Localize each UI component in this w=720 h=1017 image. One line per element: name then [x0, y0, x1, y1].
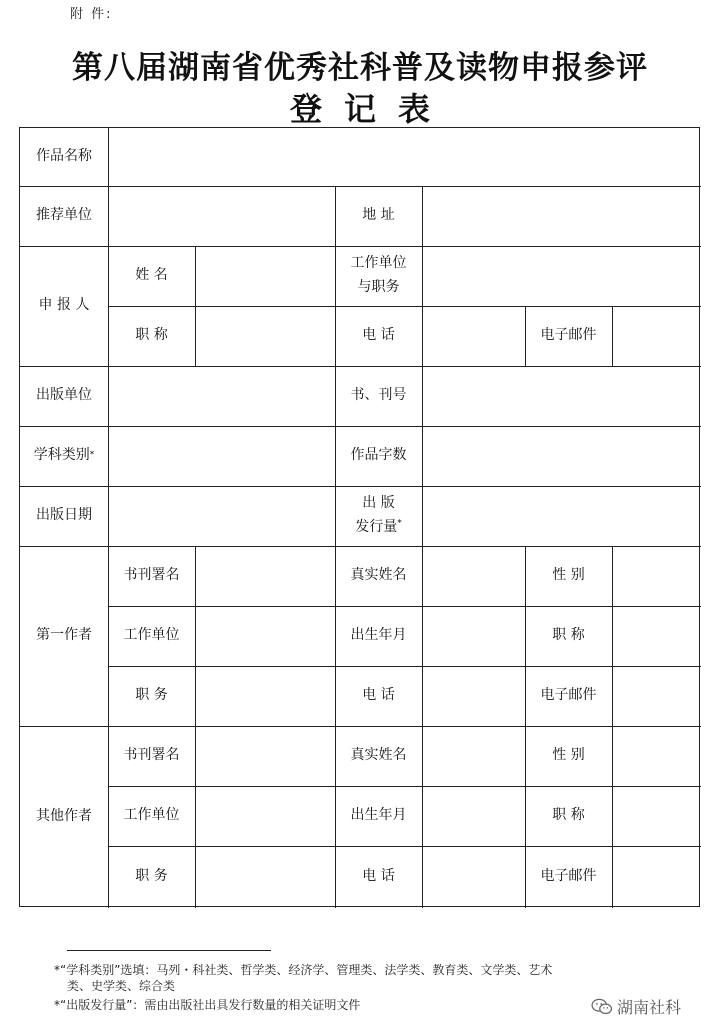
- other-author-title-label: 职 称: [552, 807, 585, 824]
- watermark-label: 湖南社科: [617, 998, 682, 1017]
- work-unit-position-label: 工作单位 与职务: [350, 255, 407, 295]
- first-author-birth-label: 出生年月: [350, 627, 407, 644]
- first-author-email-label: 电子邮件: [540, 687, 597, 704]
- book-number-label: 书、刊号: [350, 387, 407, 404]
- book-number-field[interactable]: [422, 366, 701, 426]
- other-author-gender-label: 性 别: [552, 747, 585, 764]
- work-name-label: 作品名称: [36, 148, 92, 165]
- first-author-work-unit-label: 工作单位: [123, 627, 180, 644]
- other-author-email-label: 电子邮件: [540, 868, 597, 885]
- form-subtitle: 登记表: [289, 90, 452, 128]
- publisher-label: 出版单位: [36, 387, 92, 404]
- footnote-divider: [67, 950, 271, 951]
- other-author-real-name-field[interactable]: [422, 726, 525, 786]
- work-unit-position-field[interactable]: [422, 246, 701, 306]
- registration-table: [19, 127, 700, 907]
- form-title: 第八届湖南省优秀社科普及读物申报参评: [72, 50, 648, 86]
- first-author-gender-field[interactable]: [612, 546, 701, 606]
- watermark: [591, 995, 681, 1017]
- first-author-position-label: 职 务: [135, 687, 168, 704]
- word-count-field[interactable]: [422, 426, 701, 486]
- first-author-birth-field[interactable]: [422, 606, 525, 666]
- other-author-work-unit-label: 工作单位: [123, 807, 180, 824]
- first-author-label: 第一作者: [36, 627, 92, 644]
- publish-date-field[interactable]: [108, 486, 335, 546]
- other-author-phone-label: 电 话: [362, 868, 395, 885]
- other-author-position-label: 职 务: [135, 868, 168, 885]
- applicant-phone-field[interactable]: [422, 306, 525, 366]
- applicant-label: 申 报 人: [38, 297, 90, 314]
- word-count-label: 作品字数: [350, 447, 407, 464]
- first-author-real-name-field[interactable]: [422, 546, 525, 606]
- other-author-position-field[interactable]: [195, 846, 335, 908]
- wechat-icon: [591, 998, 613, 1016]
- first-author-email-field[interactable]: [612, 666, 701, 726]
- footnote-subject-category: *“学科类别”选填：马列・科社类、哲学类、经济学、管理类、法学类、教育类、文学类、艺术: [54, 963, 553, 977]
- applicant-name-field[interactable]: [195, 246, 335, 306]
- subject-category-field[interactable]: [108, 426, 335, 486]
- publisher-field[interactable]: [108, 366, 335, 426]
- applicant-title-field[interactable]: [195, 306, 335, 366]
- other-author-birth-label: 出生年月: [350, 807, 407, 824]
- address-label: 地 址: [362, 207, 395, 224]
- other-author-birth-field[interactable]: [422, 786, 525, 846]
- other-author-work-unit-field[interactable]: [195, 786, 335, 846]
- circulation-label: 出 版 发行量*: [355, 495, 402, 535]
- other-author-title-field[interactable]: [612, 786, 701, 846]
- first-author-pen-name-label: 书刊署名: [123, 567, 180, 584]
- publish-date-label: 出版日期: [36, 507, 92, 524]
- applicant-email-field[interactable]: [612, 306, 701, 366]
- recommending-unit-field[interactable]: [108, 186, 335, 246]
- other-author-gender-field[interactable]: [612, 726, 701, 786]
- footnote-circulation: *“出版发行量”：需由出版社出具发行数量的相关证明文件: [54, 998, 361, 1012]
- first-author-phone-field[interactable]: [422, 666, 525, 726]
- first-author-title-label: 职 称: [552, 627, 585, 644]
- applicant-title-label: 职 称: [135, 327, 168, 344]
- circulation-field[interactable]: [422, 486, 701, 546]
- recommending-unit-label: 推荐单位: [36, 207, 92, 224]
- first-author-work-unit-field[interactable]: [195, 606, 335, 666]
- applicant-email-label: 电子邮件: [540, 327, 597, 344]
- other-author-pen-name-label: 书刊署名: [123, 747, 180, 764]
- first-author-title-field[interactable]: [612, 606, 701, 666]
- first-author-pen-name-field[interactable]: [195, 546, 335, 606]
- first-author-position-field[interactable]: [195, 666, 335, 726]
- attachment-label: 附 件:: [70, 7, 113, 22]
- other-author-email-field[interactable]: [612, 846, 701, 908]
- first-author-gender-label: 性 别: [552, 567, 585, 584]
- address-field[interactable]: [422, 186, 701, 246]
- other-author-pen-name-field[interactable]: [195, 726, 335, 786]
- subject-category-label: 学科类别 *: [33, 447, 95, 464]
- work-name-field[interactable]: [108, 128, 701, 186]
- other-author-phone-field[interactable]: [422, 846, 525, 908]
- other-author-real-name-label: 真实姓名: [350, 747, 407, 764]
- applicant-phone-label: 电 话: [362, 327, 395, 344]
- other-authors-label: 其他作者: [36, 808, 92, 825]
- first-author-phone-label: 电 话: [362, 687, 395, 704]
- first-author-real-name-label: 真实姓名: [350, 567, 407, 584]
- footnote-subject-category-cont: 类、史学类、综合类: [67, 979, 176, 993]
- applicant-name-label: 姓 名: [135, 267, 168, 284]
